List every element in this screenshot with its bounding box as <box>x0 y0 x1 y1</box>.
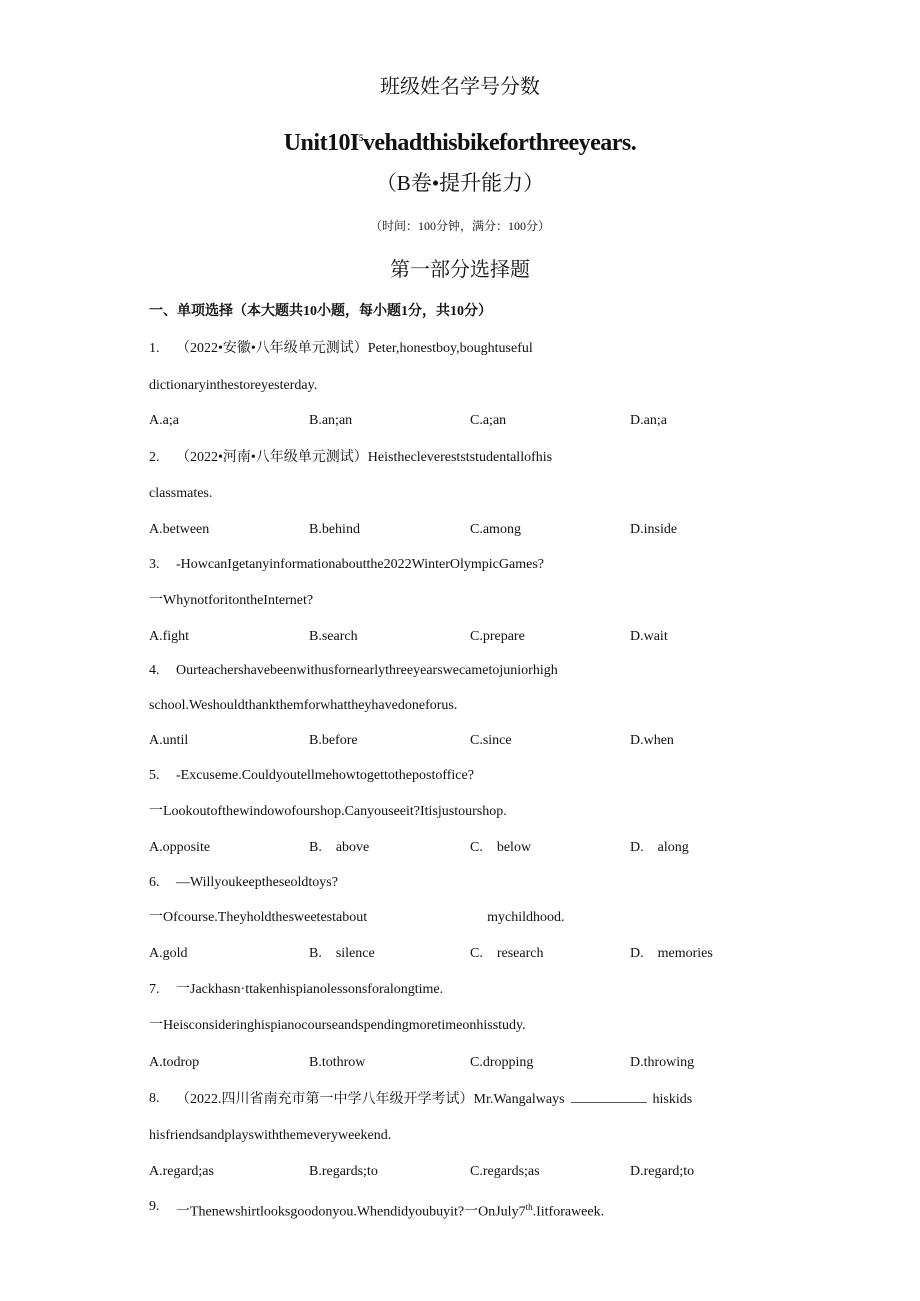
question-number: 7. <box>149 982 160 997</box>
answer-blank <box>571 1090 647 1103</box>
paper-type: （B卷•提升能力） <box>375 171 545 195</box>
question-text: （2022•安徽•八年级单元测试）Peter,honestboy,boughtuseful <box>176 341 533 356</box>
question-number: 9. <box>149 1199 160 1214</box>
question-text-cont: 一Lookoutofthewindowofourshop.Canyouseeit?Itisjustourshop. <box>149 804 507 819</box>
option-b: B.regards;to <box>309 1164 378 1179</box>
option-b: B.behind <box>309 522 360 537</box>
question-text-cont: 一Heisconsideringhispianocourseandspendingmoretimeonhisstudy. <box>149 1018 526 1033</box>
option-d: D.wait <box>630 629 668 644</box>
section-heading: 一、单项选择（本大题共10小题，每小题1分，共10分） <box>149 304 492 319</box>
option-a: A.between <box>149 522 210 537</box>
option-a: A.a;a <box>149 413 179 428</box>
text-before-blank: （2022.四川省南充市第一中学八年级开学考试）Mr.Wangalways <box>176 1092 565 1107</box>
option-c: C.dropping <box>470 1055 534 1070</box>
unit-title <box>0 124 920 157</box>
option-b: B.an;an <box>309 413 353 428</box>
option-a: A.regard;as <box>149 1164 214 1179</box>
option-c: C.since <box>470 733 512 748</box>
option-d: D.an;a <box>630 413 667 428</box>
question-number: 6. <box>149 875 160 890</box>
question-number: 2. <box>149 450 160 465</box>
text-a: 一Thenewshirtlooksgoodonyou.Whendidyoubuyit?一OnJuly7 <box>176 1204 526 1220</box>
question-text-cont <box>149 909 565 927</box>
student-info-fields: 班级姓名学号分数 <box>380 76 540 98</box>
part-title: 第一部分选择题 <box>390 259 530 281</box>
question-text-cont: classmates. <box>149 486 213 501</box>
option-c: C. below <box>470 840 532 855</box>
question-text-cont: school.Weshouldthankthemforwhattheyhavedoneforus. <box>149 698 458 713</box>
option-b: B.tothrow <box>309 1055 366 1070</box>
option-d: D.regard;to <box>630 1164 695 1179</box>
option-d: D. along <box>630 840 689 855</box>
option-a: A.todrop <box>149 1055 200 1070</box>
question-text <box>176 1198 604 1222</box>
unit-title-a: Unit10I <box>283 130 359 156</box>
option-c: C.prepare <box>470 629 525 644</box>
question-text: 一Jackhasn·ttakenhispianolessonsforalongtime. <box>176 982 444 997</box>
option-d: D.throwing <box>630 1055 695 1070</box>
option-b: B. silence <box>309 946 375 961</box>
question-text-cont: hisfriendsandplayswiththemeveryweekend. <box>149 1128 392 1143</box>
question-text-cont: dictionaryinthestoreyesterday. <box>149 378 318 393</box>
question-text: —Willyoukeeptheseoldtoys? <box>176 875 338 890</box>
question-text-cont: 一WhynotforitontheInternet? <box>149 593 314 608</box>
option-d: D. memories <box>630 946 713 961</box>
text-after-blank: hiskids <box>652 1092 693 1107</box>
option-a: A.gold <box>149 946 188 961</box>
option-a: A.until <box>149 733 189 748</box>
question-text: （2022•河南•八年级单元测试）Heisthecleverestststudentallofhis <box>176 450 553 465</box>
question-text: -HowcanIgetanyinformationaboutthe2022WinterOlympicGames? <box>176 557 544 572</box>
question-text: Ourteachershavebeenwithusfornearlythreeyearswecametojuniorhigh <box>176 663 558 678</box>
ordinal-sup: th <box>525 1202 533 1212</box>
option-b: B. above <box>309 840 370 855</box>
question-number: 3. <box>149 557 160 572</box>
option-b: B.search <box>309 629 358 644</box>
option-c: C. research <box>470 946 544 961</box>
option-c: C.regards;as <box>470 1164 540 1179</box>
question-number: 1. <box>149 341 160 356</box>
question-number: 8. <box>149 1091 160 1106</box>
option-a: A.fight <box>149 629 190 644</box>
option-a: A.opposite <box>149 840 211 855</box>
option-c: C.among <box>470 522 521 537</box>
unit-title-sup: 5 <box>358 133 363 143</box>
option-c: C.a;an <box>470 413 507 428</box>
option-d: D.inside <box>630 522 678 537</box>
option-d: D.when <box>630 733 674 748</box>
option-b: B.before <box>309 733 358 748</box>
unit-title-b: vehadthisbikeforthreeyears. <box>362 130 637 156</box>
question-text <box>176 1090 692 1109</box>
question-number: 5. <box>149 768 160 783</box>
question-text: -Excuseme.Couldyoutellmehowtogettothepostoffice? <box>176 768 474 783</box>
question-number: 4. <box>149 663 160 678</box>
text-after-gap: mychildhood. <box>487 910 565 925</box>
text-before-gap: 一Ofcourse.Theyholdthesweetestabout <box>149 910 368 925</box>
text-b: .Iitforaweek. <box>532 1204 605 1220</box>
time-score: （时间：100分钟，满分：100分） <box>369 219 550 233</box>
